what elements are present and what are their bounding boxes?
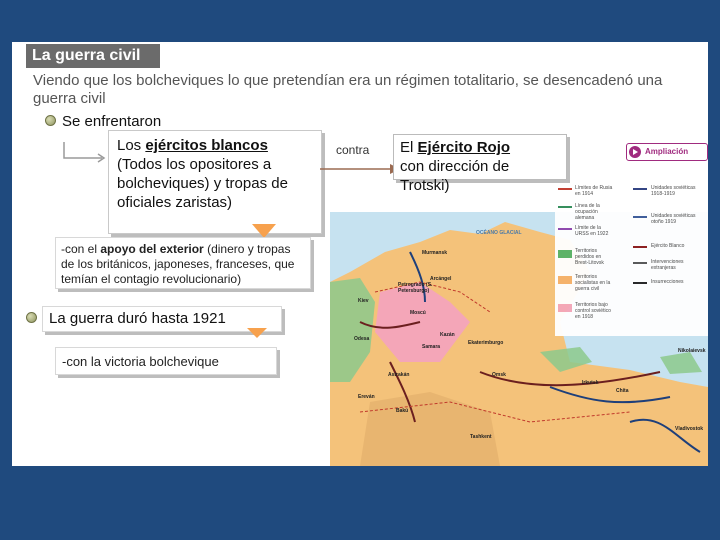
map-city-label: Nikolaievsk: [678, 348, 706, 354]
map-city-label: Tashkent: [470, 434, 492, 440]
legend-label: Territorios bajo control soviético en 1918: [575, 302, 611, 320]
legend-swatch: [633, 262, 647, 264]
map-city-label: Petrogrado (S. Petersburgo): [398, 282, 433, 294]
connector-arrow-icon: [60, 140, 110, 164]
legend-label: Unidades soviéticas 1918-1919: [651, 185, 696, 197]
red-army-description: con dirección de Trotski): [400, 158, 510, 194]
contra-arrow-icon: [320, 163, 402, 175]
legend-label: Territorios perdidos en Brest-Litovsk: [575, 248, 604, 266]
legend-swatch: [558, 228, 572, 230]
support-heading: apoyo del exterior: [100, 242, 204, 256]
legend-swatch: [558, 304, 572, 312]
map-city-label: Arcángel: [430, 276, 452, 282]
play-icon: [629, 146, 641, 158]
legend-label: Límite de la URSS en 1922: [575, 225, 609, 237]
legend-swatch: [558, 206, 572, 208]
ampliacion-button[interactable]: [626, 143, 708, 161]
map-city-label: Moscú: [410, 310, 426, 316]
legend-swatch: [633, 216, 647, 218]
support-prefix: -con el: [61, 242, 101, 256]
intro-text: Viendo que los bolcheviques lo que pretendían era un régimen totalitario, se desencadenó una guerra civil: [33, 72, 663, 107]
map-city-label: Ekaterimburgo: [468, 340, 504, 346]
legend-swatch: [558, 276, 572, 284]
white-armies-prefix: Los: [117, 137, 146, 154]
red-army-prefix: El: [400, 139, 418, 156]
legend-swatch: [558, 188, 572, 190]
war-duration-box: [42, 306, 282, 332]
map-city-label: Kazán: [440, 332, 455, 338]
support-description: (dinero y tropas de los británicos, japoneses, franceses, que temían el contagio revolucionario): [61, 242, 295, 286]
map-city-label: Bakú: [396, 408, 409, 414]
slide: [12, 42, 708, 466]
legend-swatch: [558, 250, 572, 258]
bullet-label-enfrentaron: Se enfrentaron: [62, 113, 162, 130]
red-army-box: [393, 134, 567, 194]
legend-label: Unidades soviéticas otoño 1919: [651, 213, 696, 225]
legend-label: Ejército Blanco: [651, 243, 685, 249]
legend-label: Insurrecciones: [651, 279, 684, 285]
legend-label: Intervenciones extranjeras: [651, 259, 684, 271]
white-armies-heading: ejércitos blancos: [145, 137, 268, 154]
map-legend: [555, 184, 708, 336]
map-city-label: Murmansk: [422, 250, 448, 256]
down-arrow-icon: [252, 224, 276, 238]
map-city-label: Vladivostok: [675, 426, 704, 432]
contra-label: contra: [336, 143, 370, 157]
victory-label: -con la victoria bolchevique: [62, 354, 219, 369]
legend-label: Territorios socialistas en la guerra civil: [575, 274, 611, 292]
map-city-label: Odesa: [354, 336, 370, 342]
red-army-heading: Ejército Rojo: [417, 139, 511, 156]
map-city-label: Astrakán: [388, 372, 410, 378]
bullet-icon: [26, 312, 37, 323]
ampliacion-label: Ampliación: [645, 147, 689, 156]
map-city-label: Omsk: [492, 372, 506, 378]
bullet-icon: [45, 115, 56, 126]
down-arrow-icon: [247, 328, 267, 338]
legend-swatch: [633, 282, 647, 284]
war-duration-label: La guerra duró hasta 1921: [49, 310, 226, 327]
map-city-label: Irkutsk: [582, 380, 599, 386]
foreign-support-box: [55, 237, 311, 289]
victory-box: [55, 347, 277, 375]
map-ocean-label: OCÉANO GLACIAL: [476, 230, 522, 236]
slide-title: La guerra civil: [26, 44, 160, 68]
white-armies-box: [108, 130, 322, 234]
legend-swatch: [633, 188, 647, 190]
legend-label: Límites de Rusia en 1914: [575, 185, 613, 197]
legend-swatch: [633, 246, 647, 248]
map-city-label: Samara: [422, 344, 441, 350]
map-city-label: Ereván: [358, 394, 375, 400]
map-city-label: Kiev: [358, 298, 369, 304]
white-armies-description: (Todos los opositores a bolcheviques) y tropas de oficiales zaristas): [117, 156, 288, 211]
legend-label: Línea de la ocupación alemana: [575, 203, 600, 221]
map-city-label: Chita: [616, 388, 629, 394]
